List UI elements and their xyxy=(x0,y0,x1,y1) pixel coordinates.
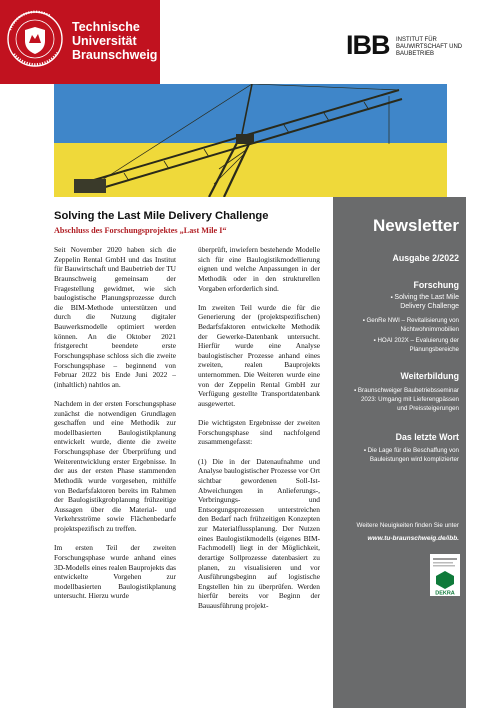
dekra-logo-icon xyxy=(430,554,460,596)
paragraph: Im zweiten Teil wurde die für die Generierung der (projektspezifischen) Bedarfsfaktoren entwickelte Methodik der Gewerke-Datenbank untersucht. Hierfür wurde eine Analyse baulogistischer Prozesse anhand eines zweiten, realen Bauprojekts unternommen. Die Weiteren wurde eine von der Zeppelin Rental GmbH zur Verfügung gestellte Transportdatenbank ausgewertet. xyxy=(198,302,320,408)
institute-name xyxy=(396,37,462,57)
newsletter-title: Newsletter xyxy=(373,216,459,235)
website-link[interactable]: www.tu-braunschweig.de/ibb. xyxy=(367,535,459,542)
paragraph: Die wichtigsten Ergebnisse der zweiten Forschungsphase sind nachfolgend zusammengefasst: xyxy=(198,418,320,447)
bullet-icon: ▪ xyxy=(362,317,367,324)
university-name-line-3: Braunschweig xyxy=(72,48,158,62)
toc-item-line: Delivery Challenge xyxy=(400,302,459,310)
bullet-icon: ▪ xyxy=(363,447,368,454)
article-column-right xyxy=(198,245,320,620)
university-seal-icon xyxy=(6,10,64,68)
newsletter-issue: Ausgabe 2/2022 xyxy=(392,253,459,263)
more-news-text: Weitere Neuigkeiten finden Sie unter xyxy=(356,522,459,529)
ibb-mark: IBB xyxy=(346,30,390,60)
toc-item-line: 2023: Umgang mit Lieferengpässen xyxy=(360,395,459,403)
article-column-left xyxy=(54,245,176,611)
institute-name-line-1: INSTITUT FÜR xyxy=(396,37,437,43)
paragraph: (1) Die in der Datenaufnahme und Analyse baulogistischer Prozesse vor Ort sichtbar gewordenen Soll-Ist-Abweichungen in Anlieferungs-, Verbringungs- und Entsorgungsprozessen unterstreichen den Bedarf nach frühzeitigen Konzepten zur Materialflussplanung. Der Nutzen eines Baulogistikmodells (eigenes BIM-Fachmodell) liegt in der Möglichkeit, derartige Sollprozesse datenbasiert zu planen, zu visualisieren und vor Ausführungsbeginn auf logistische Engstellen hin zu überprüfen. Werden hierfür bereits vor Beginn der Bauausführung projekt- xyxy=(198,456,320,611)
section-heading-weiterbildung: Weiterbildung xyxy=(400,371,459,381)
toc-item-genre-nwi[interactable] xyxy=(363,317,459,335)
tower-crane-illustration xyxy=(54,84,447,197)
toc-item-line: Solving the Last Mile xyxy=(394,294,459,301)
toc-item-line: Planungsbereiche xyxy=(409,345,459,353)
toc-item-line: Bauleistungen wird komplizierter xyxy=(369,455,459,463)
newsletter-sidebar xyxy=(333,197,466,708)
dekra-certification-badge xyxy=(430,554,460,596)
toc-item-line: Braunschweiger Baubetriebsseminar xyxy=(357,387,459,394)
dekra-label: DEKRA xyxy=(435,590,455,596)
bullet-icon: ▪ xyxy=(353,387,358,394)
paragraph: überprüft, inwiefern bestehende Modelle sich für eine Baulogistikmodellierung eignen und welche Anpassungen in der Methodik oder in den strukturellen Vorgaben erforderlich sind. xyxy=(198,245,320,293)
paragraph: Im ersten Teil der zweiten Forschungsphase wurde anhand eines 3D-Modells eines realen Bauprojekts das entwickelte Vorgehen zur modellbasierten Baulogistikplanung untersucht. Hierzu wurde xyxy=(54,543,176,601)
university-name xyxy=(72,20,157,62)
toc-item-line: GenRe NWI – Revitalisierung von xyxy=(366,317,459,324)
toc-item-last-mile[interactable] xyxy=(390,294,459,312)
paragraph: Nachdem in der ersten Forschungsphase zunächst die notwendigen Grundlagen geschaffen und eine Methodik zur modellbasierten Baulogistikplanung entwickelt wurde, diente die zweite Forschungsphase der Überprüfung und Weiterentwicklung erster Ergebnisse. In der aus der ersten Phase stammenden Methodik wurde vorgesehen, mithilfe von Bedarfsfaktoren bereits im Rahmen der Baulogistikgrobplanung frühzeitige Aussagen über die Material- und Verkehrsströme sowie Flächenbedarfe projektspezifisch zu treffen. xyxy=(54,398,176,534)
bullet-icon: ▪ xyxy=(373,337,378,344)
toc-item-line: HOAI 202X – Evaluierung der xyxy=(377,337,459,344)
bullet-icon: ▪ xyxy=(390,294,395,301)
university-name-line-1: Technische xyxy=(72,20,140,34)
crane-banner-image xyxy=(54,84,447,197)
section-heading-forschung: Forschung xyxy=(413,280,459,290)
section-heading-das-letzte-wort: Das letzte Wort xyxy=(395,432,459,442)
toc-item-line: und Preissteigerungen xyxy=(397,404,459,412)
institute-name-line-3: BAUBETRIEB xyxy=(396,50,435,57)
article-header xyxy=(54,210,319,235)
tu-braunschweig-logo[interactable] xyxy=(0,0,160,84)
university-name-line-2: Universität xyxy=(72,34,137,48)
paragraph: Seit November 2020 haben sich die Zeppelin Rental GmbH und das Institut für Bauwirtschaft und Baubetrieb der TU Braunschweig gemeinsam der Fragestellung gewidmet, wie sich baulogistische Planungsprozesse durch die BIM-Methode unterstützen und durch die Nutzung digitaler Bauwerksmodelle optimiert werden können. An die Oktober 2021 fristgerecht beendete erste Forschungsphase schloss sich die zweite Forschungsphase – beginnend von Februar 2022 bis Ende Juni 2022 – (inhaltlich) nahtlos an. xyxy=(54,245,176,389)
toc-item-line: Die Lage für die Beschaffung von xyxy=(367,447,459,454)
article-title: Solving the Last Mile Delivery Challenge xyxy=(54,210,269,222)
page-header xyxy=(0,0,500,84)
toc-item-line: Nichtwohnimmobilien xyxy=(400,325,459,333)
toc-item-beschaffung[interactable] xyxy=(364,447,459,465)
toc-item-hoai[interactable] xyxy=(374,337,459,355)
toc-item-baubetriebsseminar[interactable] xyxy=(354,387,459,413)
institute-name-line-2: BAUWIRTSCHAFT UND xyxy=(396,43,463,50)
article-subtitle: Abschluss des Forschungsprojektes „Last Mile I“ xyxy=(54,226,227,235)
